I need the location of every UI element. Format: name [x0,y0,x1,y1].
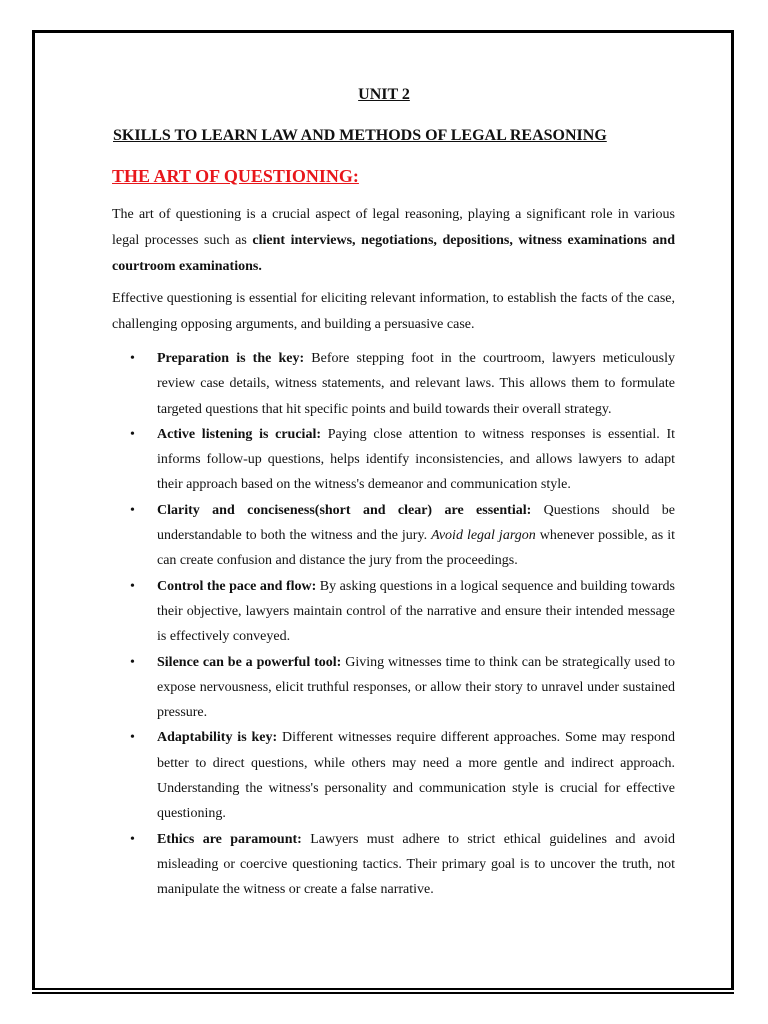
bullet-term: Clarity and conciseness(short and clear) are essential: [157,502,532,518]
bullet-icon: • [130,730,135,746]
bullet-text: Giving witnesses time to think can be strategically used to expose nervousness, elicit truthful responses, or allow their story to unravel under sustained pressure. [157,654,675,721]
section-heading: THE ART OF QUESTIONING: [112,166,359,186]
list-item [112,346,675,422]
bullet-list [112,346,675,903]
page-title: SKILLS TO LEARN LAW AND METHODS OF LEGAL REASONING [113,127,607,144]
page-border-bottom-rule [32,992,734,994]
bullet-text: Different witnesses require different approaches. Some may respond better to direct questions, while others may need a more gentle and indirect approach. Understanding the witness's personality and communication style is crucial for effective questioning. [157,730,675,822]
unit-heading: UNIT 2 [358,86,410,103]
bullet-text: Before stepping foot in the courtroom, lawyers meticulously review case details, witness statements, and relevant laws. This allows them to formulate targeted questions that hit specific points and build towards their overall strategy. [157,351,675,417]
second-paragraph: Effective questioning is essential for eliciting relevant information, to establish the facts of the case, challenging opposing arguments, and building a persuasive case. [112,291,675,332]
bullet-term: Control the pace and flow: [157,578,317,594]
intro-paragraph-text: The art of questioning is a crucial aspect of legal reasoning, playing a significant role in various legal processes such as [112,207,675,248]
intro-paragraph [112,202,675,280]
bullet-italic: Avoid legal jargon [431,528,536,544]
list-item [112,574,675,650]
list-item [112,498,675,574]
bullet-icon: • [130,426,135,442]
bullet-text: Questions should be understandable to both the witness and the jury. [157,502,675,544]
intro-paragraph-bold: client interviews, negotiations, depositions, witness examinations and courtroom examinations. [112,233,675,274]
list-item [112,827,675,903]
bullet-icon: • [130,654,135,670]
list-item [112,650,675,726]
bullet-text-after: whenever possible, as it can create confusion and distance the jury from the proceedings. [157,528,675,569]
bullet-term: Active listening is crucial: [157,426,322,442]
bullet-text: Paying close attention to witness responses is essential. It informs follow-up questions, helps identify inconsistencies, and allows lawyers to adapt their approach based on the witness's demeanor and communication style. [157,426,676,493]
bullet-text: Lawyers must adhere to strict ethical guidelines and avoid misleading or coercive questioning tactics. Their primary goal is to uncover the truth, not manipulate the witness or create a false narrative. [157,831,675,898]
bullet-term: Ethics are paramount: [157,831,302,847]
bullet-text: By asking questions in a logical sequence and building towards their objective, lawyers maintain control of the narrative and ensure their intended message is effectively conveyed. [157,578,675,645]
bullet-term: Silence can be a powerful tool: [157,654,342,670]
bullet-term: Preparation is the key: [157,351,305,366]
list-item [112,422,675,498]
bullet-icon: • [130,578,135,594]
bullet-icon: • [130,502,135,518]
bullet-icon: • [130,831,135,847]
bullet-term: Adaptability is key: [157,730,278,746]
bullet-icon: • [130,351,135,366]
list-item [112,725,675,826]
